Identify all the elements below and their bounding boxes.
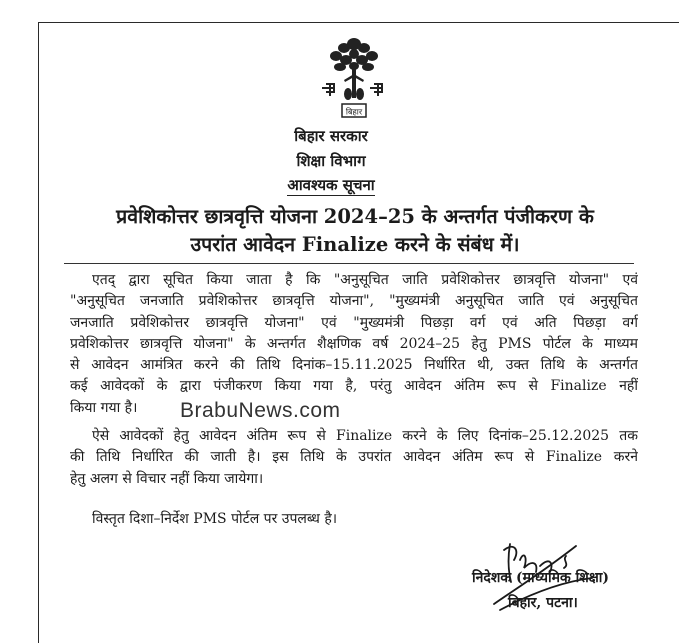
signatory-place: बिहार, पटना।	[508, 595, 578, 611]
paragraph-2-line: ऐसे आवेदकों हेतु आवेदन अंतिम रूप से Finalize करने के लिए दिनांक–25.12.2025 तक	[92, 428, 638, 444]
paragraph-1-line: कई आवेदकों के द्वारा पंजीकरण किया गया है, परंतु आवेदन अंतिम रूप से Finalize नहीं	[70, 378, 638, 395]
paragraph-3-line: विस्तृत दिशा–निर्देश PMS पोर्टल पर उपलब्ध है।	[92, 511, 338, 527]
subject-title-line-1: प्रवेशिकोत्तर छात्रवृत्ति योजना 2024–25 के अन्तर्गत पंजीकरण के	[116, 205, 594, 228]
emblem-text: बिहार	[345, 107, 363, 117]
paragraph-1-line: से आवेदन आमंत्रित करने की तिथि दिनांक–15.11.2025 निर्धारित थी, उक्त तिथि के अन्तर्गत	[70, 357, 638, 374]
signatory-designation: निदेशक (माध्यमिक शिक्षा)	[472, 570, 610, 586]
divider	[64, 263, 634, 264]
paragraph-1-line: किया गया है।	[70, 399, 138, 416]
paragraph-1-line: "अनुसूचित जनजाति प्रवेशिकोत्तर छात्रवृत्ति योजना", "मुख्यमंत्री अनुसूचित जाति एवं अनुसूचित	[70, 293, 638, 310]
notice-label-text: आवश्यक सूचना	[287, 176, 375, 194]
paragraph-1	[70, 270, 638, 419]
paragraph-2-line: हेतु अलग से विचार नहीं किया जायेगा।	[70, 470, 264, 487]
department-name: शिक्षा विभाग	[296, 152, 366, 170]
paragraph-2-line: की तिथि निर्धारित की जाती है। इस तिथि के उपरांत आवेदन अंतिम रूप से Finalize करने	[70, 449, 638, 466]
bihar-govt-emblem-icon	[318, 34, 390, 122]
subject-title-line-2: उपरांत आवेदन Finalize करने के संबंध में।	[190, 233, 520, 256]
paragraph-1-line: जनजाति प्रवेशिकोत्तर छात्रवृत्ति योजना" एवं "मुख्यमंत्री पिछड़ा वर्ग एवं अति पिछड़ा वर्ग	[70, 314, 638, 331]
paragraph-2	[70, 426, 638, 490]
watermark: BrabuNews.com	[180, 399, 341, 422]
government-name: बिहार सरकार	[294, 127, 368, 145]
notice-label	[0, 176, 671, 194]
paragraph-1-line: प्रवेशिकोत्तर छात्रवृत्ति योजना" के अन्तर्गत शैक्षणिक वर्ष 2024–25 हेतु PMS पोर्टल के माध्यम	[70, 335, 638, 352]
paragraph-1-line: एतद् द्वारा सूचित किया जाता है कि "अनुसूचित जाति प्रवेशिकोत्तर छात्रवृत्ति योजना" एवं	[92, 272, 638, 288]
